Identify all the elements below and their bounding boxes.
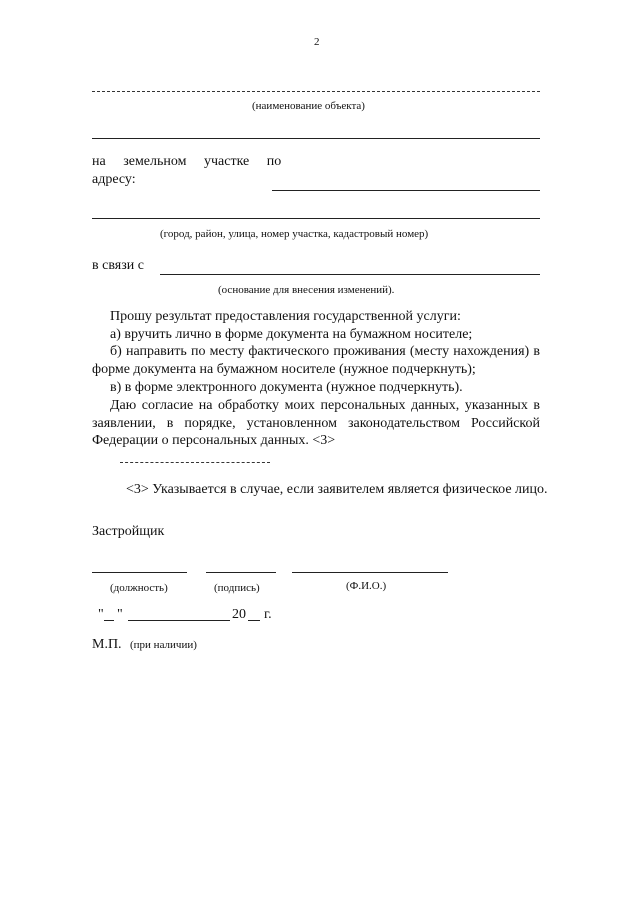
basis-line <box>160 274 540 275</box>
date-day-line <box>104 620 114 621</box>
option-b: б) направить по месту фактического проживания (месту нахождения) в форме документа на бумажном носителе (нужное подчеркнуть); <box>92 344 540 377</box>
developer-label: Застройщик <box>92 524 165 539</box>
caption-address: (город, район, улица, номер участка, кадастровый номер) <box>160 228 429 240</box>
footnote: <3> Указывается в случае, если заявителем является физическое лицо. <box>126 482 548 497</box>
in-connection-label: в связи с <box>92 258 144 273</box>
date-close-quote: " <box>117 607 123 622</box>
option-c: в) в форме электронного документа (нужное подчеркнуть). <box>110 380 463 395</box>
signature-line <box>206 572 276 573</box>
address-line-2 <box>92 218 540 219</box>
footnote-separator <box>120 462 270 463</box>
position-line <box>92 572 187 573</box>
object-name-line <box>92 91 540 92</box>
object-name-line-2 <box>92 138 540 139</box>
stamp-note: (при наличии) <box>130 639 197 651</box>
date-year-suffix: г. <box>264 607 272 622</box>
address-label: адресу: <box>92 172 136 187</box>
option-a: а) вручить лично в форме документа на бумажном носителе; <box>110 327 473 342</box>
caption-object-name: (наименование объекта) <box>252 100 365 112</box>
stamp-label: М.П. <box>92 637 122 652</box>
date-month-line <box>128 620 230 621</box>
consent-paragraph: Даю согласие на обработку моих персональных данных, указанных в заявлении, в порядке, установленном законодательством Российской Федерации о персональных данных. <3> <box>92 398 540 448</box>
caption-fullname: (Ф.И.О.) <box>346 580 387 592</box>
request-intro: Прошу результат предоставления государственной услуги: <box>110 309 461 324</box>
caption-basis: (основание для внесения изменений). <box>218 284 395 296</box>
address-line <box>272 190 540 191</box>
date-year-line <box>248 620 260 621</box>
page-number: 2 <box>314 36 320 48</box>
caption-position: (должность) <box>110 582 168 594</box>
date-year-prefix: 20 <box>232 607 246 622</box>
fullname-line <box>292 572 448 573</box>
land-plot-label: на земельном участке по <box>92 154 282 169</box>
date-open-quote: " <box>98 607 104 622</box>
caption-signature: (подпись) <box>214 582 260 594</box>
